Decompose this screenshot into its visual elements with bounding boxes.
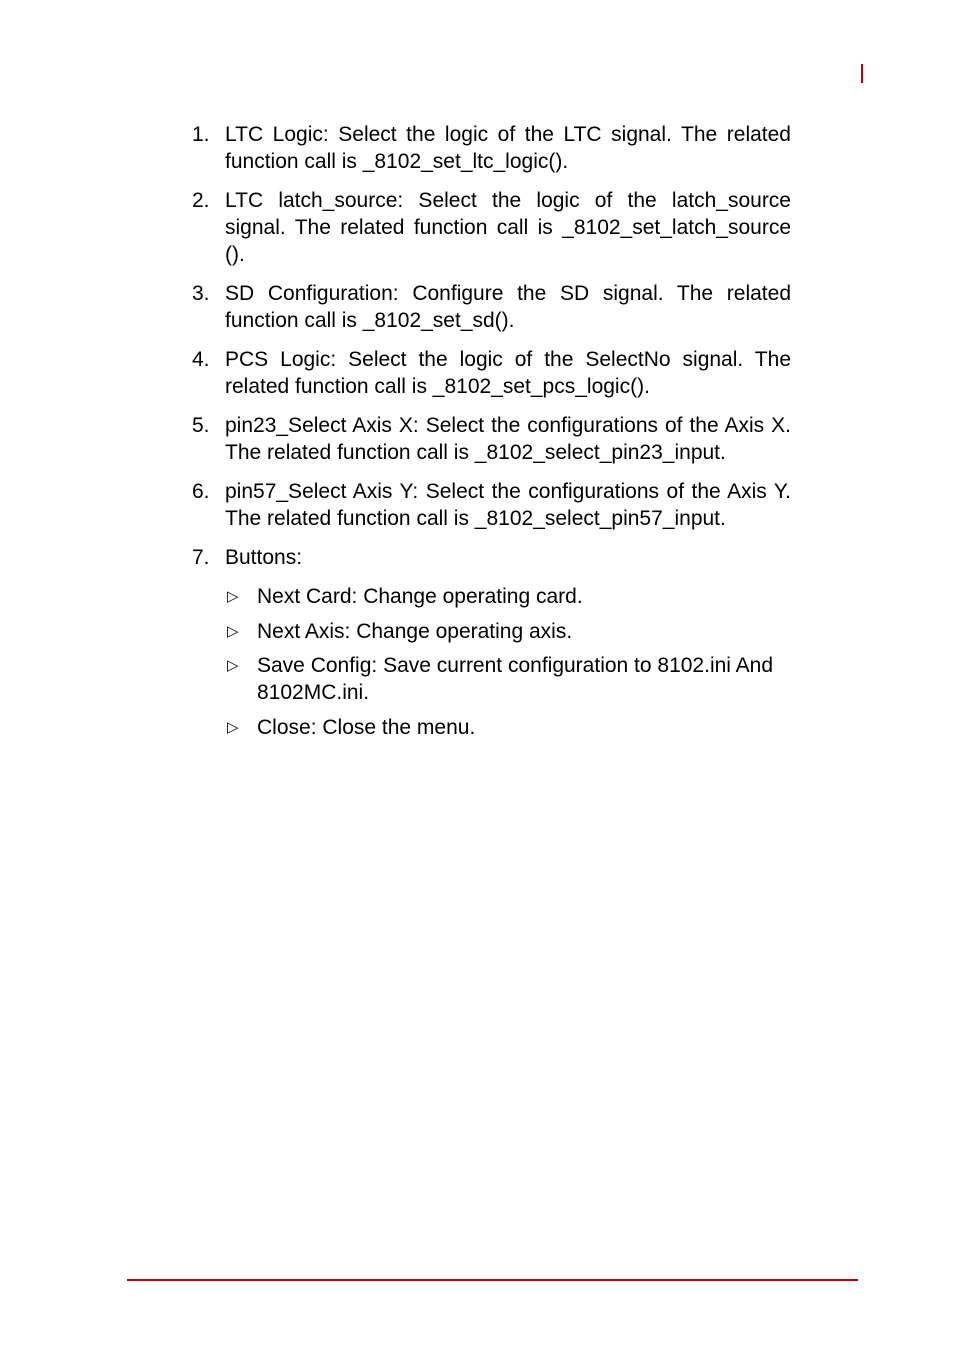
triangle-right-outline-icon: ▷ xyxy=(227,622,239,640)
list-item-number: 1. xyxy=(192,123,210,146)
list-item xyxy=(190,478,820,532)
numbered-list xyxy=(190,121,820,571)
triangle-right-outline-icon: ▷ xyxy=(227,588,239,605)
list-item-text: SD Configuration: Configure the SD signal. The related function call is _8102_set_sd(). xyxy=(225,282,791,332)
list-item-text: LTC latch_source: Select the logic of the latch_source signal. The related function call is _8102_set_latch_source (). xyxy=(225,189,791,266)
list-item-text: Buttons: xyxy=(225,546,303,569)
list-item xyxy=(190,544,820,571)
triangle-right-outline-icon: ▷ xyxy=(227,718,239,736)
list-item-text: pin57_Select Axis Y: Select the configurations of the Axis Y. The related function call is _8102_select_pin57_input. xyxy=(225,480,791,530)
list-item xyxy=(190,412,820,466)
sublist-item xyxy=(190,583,820,610)
list-item-text: PCS Logic: Select the logic of the SelectNo signal. The related function call is _8102_set_pcs_logic(). xyxy=(225,348,791,398)
list-item xyxy=(190,346,820,400)
list-item-text: LTC Logic: Select the logic of the LTC signal. The related function call is _8102_set_ltc_logic(). xyxy=(225,123,791,173)
list-item-text: pin23_Select Axis X: Select the configurations of the Axis X. The related function call is _8102_select_pin23_input. xyxy=(225,414,791,464)
sublist-item-text: Close: Close the menu. xyxy=(257,715,476,739)
sublist-item-text: Save Config: Save current configuration to 8102.ini And 8102MC.ini. xyxy=(257,654,773,704)
list-item-number: 5. xyxy=(192,414,210,437)
list-item xyxy=(190,187,820,268)
document-body xyxy=(190,121,820,748)
triangle-right-outline-icon: ▷ xyxy=(227,657,239,674)
sublist-item xyxy=(190,618,820,645)
list-item xyxy=(190,280,820,334)
list-item-number: 7. xyxy=(192,546,210,569)
list-item-number: 2. xyxy=(192,189,210,212)
footer-rule xyxy=(127,1279,858,1281)
sublist-item xyxy=(190,714,820,741)
sublist-item xyxy=(190,652,820,706)
sublist-item-text: Next Card: Change operating card. xyxy=(257,585,583,608)
list-item xyxy=(190,121,820,175)
list-item-number: 4. xyxy=(192,348,210,371)
buttons-sublist xyxy=(190,583,820,741)
list-item-number: 3. xyxy=(192,282,210,305)
sublist-item-text: Next Axis: Change operating axis. xyxy=(257,619,573,643)
list-item-number: 6. xyxy=(192,480,210,503)
header-accent-mark xyxy=(861,64,863,83)
